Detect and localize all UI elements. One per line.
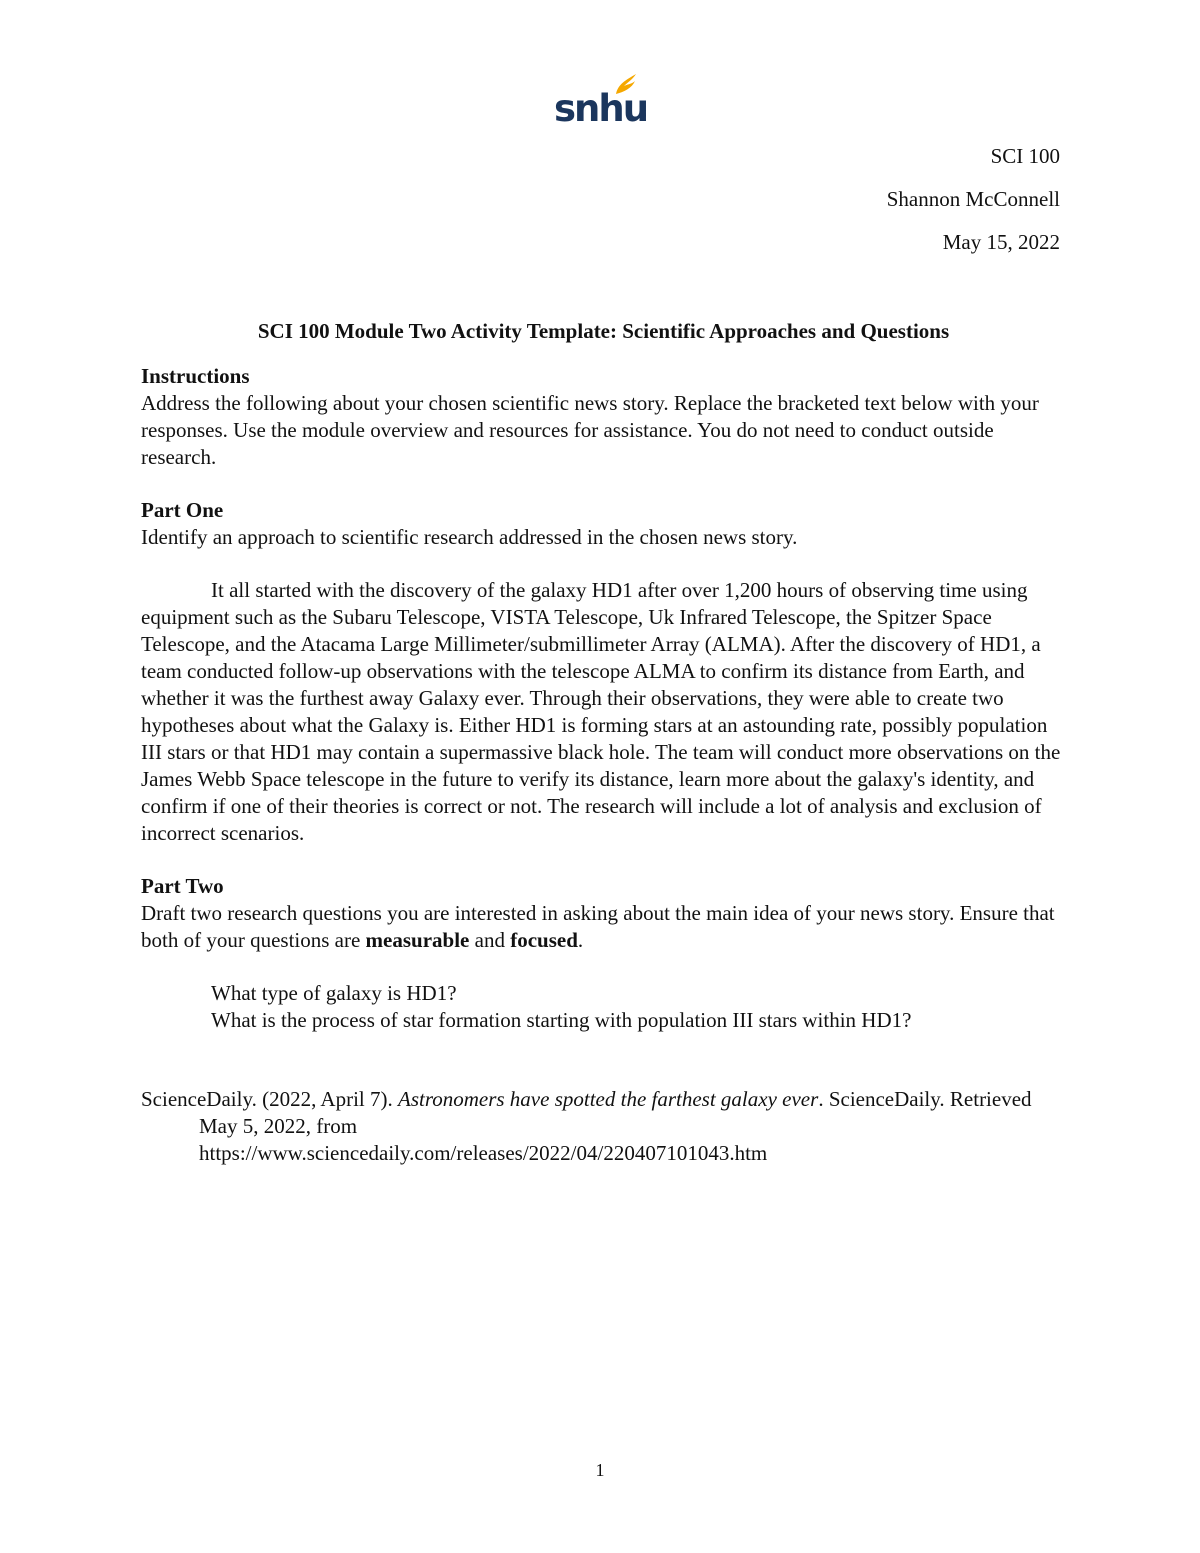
part-two-heading: Part Two [141,874,224,898]
part-two-prompt [141,900,1066,954]
instructions-text: Address the following about your chosen scientific news story. Replace the bracketed text below with your responses. Use the module overview and resources for assistance. You do not need to conduct outside research. [141,391,1039,469]
header-info [887,142,1060,271]
document-title: SCI 100 Module Two Activity Template: Scientific Approaches and Questions [257,319,950,343]
instructions-heading: Instructions [141,364,250,388]
part-two-prompt-end: . [577,928,584,952]
focused-emphasis: focused [510,928,578,952]
document-date: May 15, 2022 [942,230,1060,254]
research-question-1: What type of galaxy is HD1? [211,981,457,1005]
research-questions [141,980,1066,1034]
part-two-prompt-start: Draft two research questions you are interested in asking about the main idea of your news story. Ensure that both of your questions are [141,901,1055,952]
research-question-2: What is the process of star formation starting with population III stars within HD1? [211,1008,912,1032]
page-number: 1 [595,1460,605,1480]
measurable-emphasis: measurable [365,928,470,952]
part-two-prompt-and: and [469,928,511,952]
reference-article-title: Astronomers have spotted the farthest galaxy ever [398,1087,819,1111]
author-name: Shannon McConnell [886,187,1060,211]
document-body [141,318,1066,1167]
part-one-response: It all started with the discovery of the galaxy HD1 after over 1,200 hours of observing time using equipment such as the Subaru Telescope, VISTA Telescope, Uk Infrared Telescope, the Spitzer Space Telescope, and the Atacama Large Millimeter/submillimeter Array (ALMA). After the discovery of HD1, a team conducted follow-up observations with the telescope ALMA to confirm its distance from Earth, and whether it was the furthest away Galaxy ever. Through their observations, they were able to create two hypotheses about what the Galaxy is. Either HD1 is forming stars at an astounding rate, possibly population III stars or that HD1 may contain a supermassive black hole. The team will conduct more observations on the James Webb Space telescope in the future to verify its distance, learn more about the galaxy's identity, and confirm if one of their theories is correct or not. The research will include a lot of analysis and exclusion of incorrect scenarios. [141,578,1061,845]
reference-url[interactable]: https://www.sciencedaily.com/releases/2022/04/220407101043.htm [199,1141,768,1165]
reference-tail: . ScienceDaily. Retrieved May 5, 2022, from [199,1087,1032,1138]
snhu-logo [554,72,648,134]
reference-citation [141,1086,1066,1167]
reference-lead: ScienceDaily. (2022, April 7). [141,1087,398,1111]
logo-wordmark: snhu [554,87,648,130]
part-one-prompt: Identify an approach to scientific research addressed in the chosen news story. [141,525,798,549]
course-code: SCI 100 [990,144,1060,168]
part-one-heading: Part One [141,498,224,522]
